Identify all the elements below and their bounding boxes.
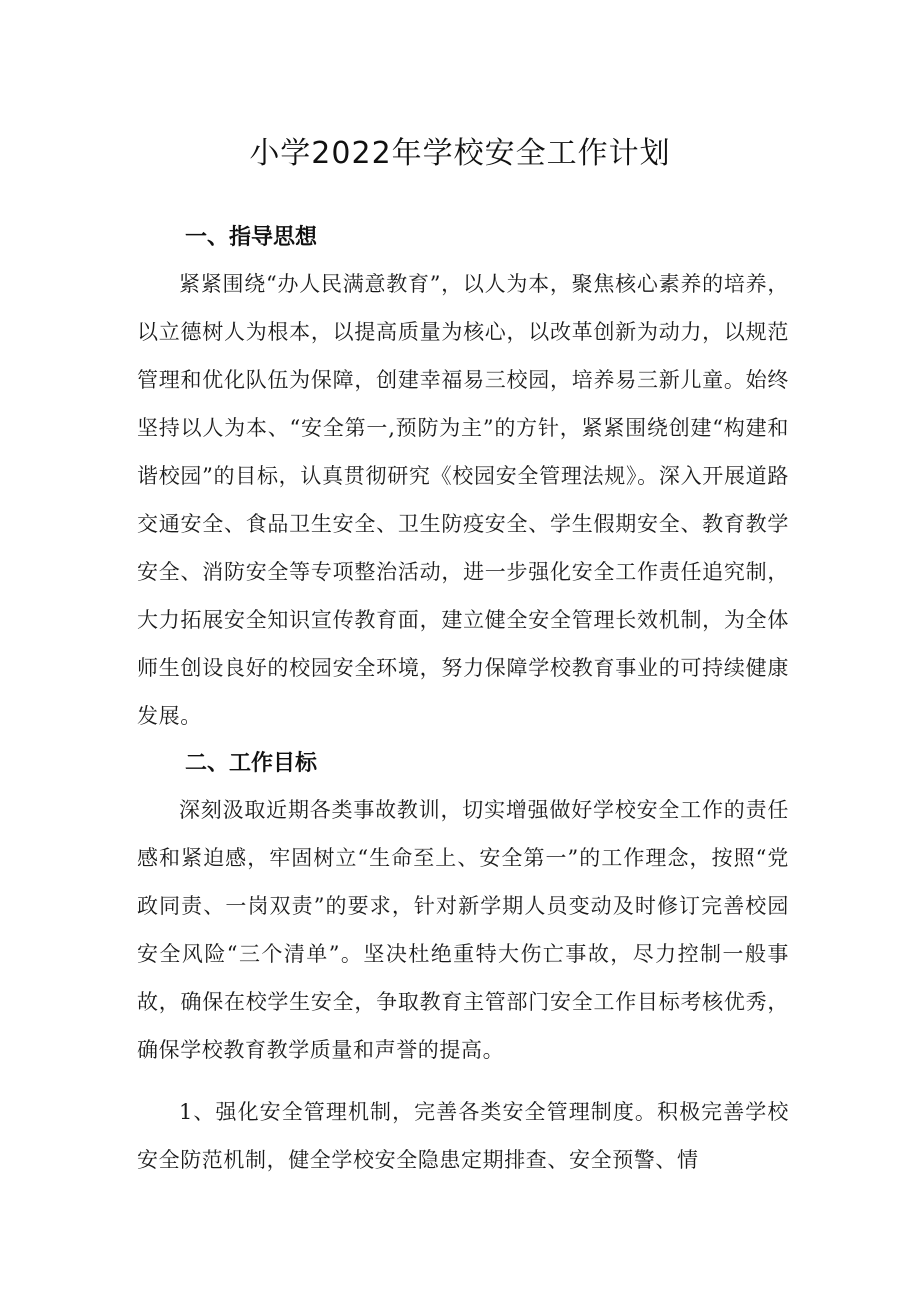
document-body [137,212,789,1184]
document-title: 小学2022年学校安全工作计划 [249,136,671,171]
section-heading-work-goals: 二、工作目标 [185,751,318,776]
list-item-1: 1、强化安全管理机制，完善各类安全管理制度。积极完善学校安全防范机制，健全学校安全隐患定期排查、安全预警、情 [137,1100,789,1172]
section-paragraph-guiding-ideology: 紧紧围绕“办人民满意教育”，以人为本，聚焦核心素养的培养，以立德树人为根本，以提高质量为核心，以改革创新为动力，以规范管理和优化队伍为保障，创建幸福易三校园，培养易三新儿童。始终坚持以人为本、“安全第一,预防为主”的方针，紧紧围绕创建“构建和谐校园”的目标，认真贯彻研究《校园安全管理法规》。深入开展道路交通安全、食品卫生安全、卫生防疫安全、学生假期安全、教育教学安全、消防安全等专项整治活动，进一步强化安全工作责任追究制，大力拓展安全知识宣传教育面，建立健全安全管理长效机制，为全体师生创设良好的校园安全环境，努力保障学校教育事业的可持续健康发展。 [137,272,789,728]
section-paragraph-work-goals: 深刻汲取近期各类事故教训，切实增强做好学校安全工作的责任感和紧迫感，牢固树立“生命至上、安全第一”的工作理念，按照“党政同责、一岗双责”的要求，针对新学期人员变动及时修订完善校园安全风险“三个清单”。坚决杜绝重特大伤亡事故，尽力控制一般事故，确保在校学生安全，争取教育主管部门安全工作目标考核优秀，确保学校教育教学质量和声誉的提高。 [137,798,789,1062]
section-heading-guiding-ideology: 一、指导思想 [185,225,318,250]
